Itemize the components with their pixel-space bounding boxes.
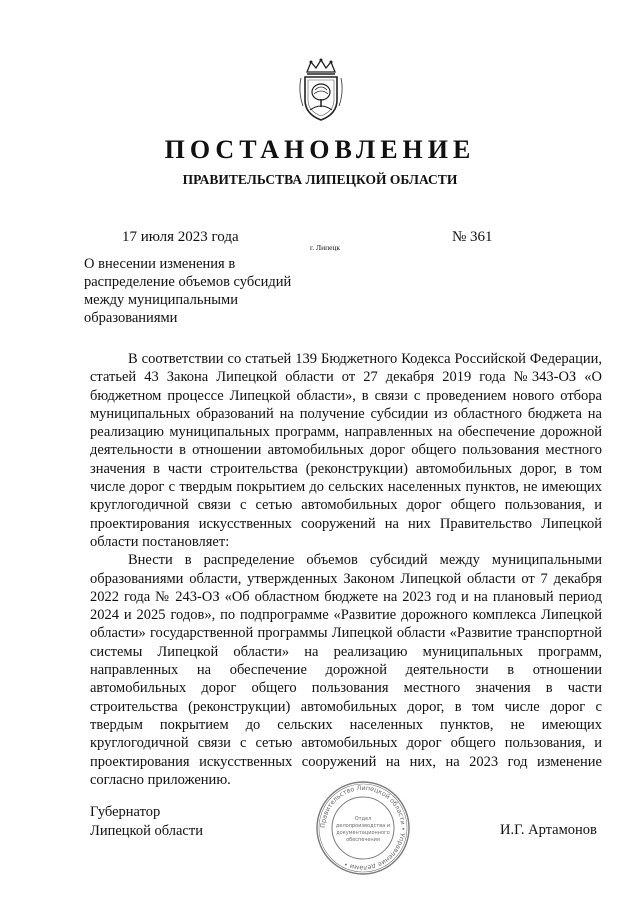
signer-position: [90, 803, 203, 841]
signer-name: И.Г. Артамонов: [500, 822, 597, 838]
document-number: № 361: [452, 229, 493, 245]
signer-region: Липецкой области: [90, 823, 203, 839]
document-subject: [84, 255, 344, 327]
stamp-center-line: обеспечения: [346, 837, 380, 843]
stamp-center-line: делопроизводства и: [335, 823, 391, 829]
subject-line: образованиями: [84, 310, 178, 326]
document-date: 17 июля 2023 года: [122, 229, 239, 245]
signer-title: Губернатор: [90, 804, 161, 820]
body-paragraph-preamble: В соответствии со статьей 139 Бюджетного Кодекса Российской Федерации, статьей 43 Закона Липецкой области от 27 декабря 2019 года №343-ОЗ «О бюджетном процессе Липецкой области», в связи с проведением нового отбора муниципальных образований на получение субсидии из областного бюджета на реализацию муниципальных программ, направленных на обеспечение дорожной деятельности в отношении автомобильных дорог общего пользования местного значения в части строительства (реконструкции) автомобильных дорог, в том числе дорог с твердым покрытием до сельских населенных пунктов, не имеющих круглогодичной связи с сетью автомобильных дорог общего пользования, и проектирования искусственных сооружений на них Правительство Липецкой области постановляет:: [90, 351, 602, 550]
coat-of-arms-icon: [295, 58, 347, 122]
stamp-center-line: Отдел: [354, 816, 372, 822]
subject-line: между муниципальными: [84, 292, 238, 308]
stamp-center-line: документационного: [336, 830, 390, 836]
document-place: г. Липецк: [310, 243, 341, 252]
document-body: [90, 350, 602, 789]
subject-line: распределение объемов субсидий: [84, 274, 292, 290]
subject-line: О внесении изменения в: [84, 256, 236, 272]
issuing-authority: ПРАВИТЕЛЬСТВА ЛИПЕЦКОЙ ОБЛАСТИ: [182, 172, 458, 187]
body-paragraph-resolution: Внести в распределение объемов субсидий между муниципальными образованиями области, утвержденных Законом Липецкой области от 7 декабря 2022 года № 243-ОЗ «Об областном бюджете на 2023 год и на плановый период 2024 и 2025 годов», по подпрограмме «Развитие дорожного комплекса Липецкой области» государственной программы Липецкой области «Развитие транспортной системы Липецкой области» на реализацию муниципальных программ, направленных на обеспечение дорожной деятельности в отношении автомобильных дорог общего пользования местного значения в части строительства (реконструкции) автомобильных дорог, в том числе дорог с твердым покрытием до сельских населенных пунктов, не имеющих круглогодичной связи с сетью автомобильных дорог общего пользования, и проектирования искусственных сооружений на них, на 2023 год изменение согласно приложению.: [90, 552, 602, 788]
official-stamp-icon: [315, 780, 411, 876]
stamp-ring-text: Правительство Липецкой области • Управление делами •: [318, 783, 408, 873]
document-title: ПОСТАНОВЛЕНИЕ: [164, 135, 476, 164]
